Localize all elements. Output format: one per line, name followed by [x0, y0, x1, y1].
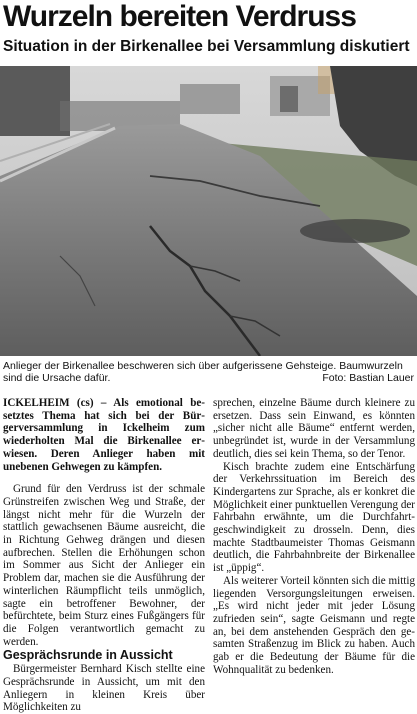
article-paragraph-4: Als weiterer Vorteil könnten sich die mittig liegenden Versorgungsleitungen erweisen. „Es wird nicht jeder mit jeder Lösung zufrieden sein“, sagte Geismann und regte an, bei dem anstehenden Gespräch den gesamten Straßenzug im Blick zu haben. Auch gab er die Bedeutung der Bäume für die Wohnqualität zu bedenken.	[213, 574, 415, 676]
article-subheading: Gesprächsrunde in Aussicht	[3, 648, 173, 663]
lead-text: Als emotional besetztes Thema hat sich bei der Bürgerversammlung in Ickelheim zum wiederholten Mal die Birkenallee erwiesen. Deren Anlieger haben mit unebenen Gehwegen zu kämpfen.	[3, 397, 205, 473]
article-paragraph-3: Kisch brachte zudem eine Entschärfung der Verkehrssituation im Bereich des Kindergartens zur Sprache, als er konkret die Möglichkeit einer punktuellen Verengung der Fahrbahn erwähnte, um die Durchfahrtgeschwindigkeit zu drosseln. Denn, dies machte Stadtbaumeister Thomas Geismann deutlich, die Fahrbahnbreite der Birkenallee ist „üppig“.	[213, 460, 415, 575]
street-photo-icon	[0, 66, 417, 356]
article-lead	[3, 397, 205, 473]
photo-caption	[3, 360, 414, 384]
article-column-left	[3, 397, 205, 714]
article-column-right	[213, 397, 415, 676]
headline: Wurzeln bereiten Verdruss	[3, 0, 356, 33]
caption-text: Anlieger der Birkenallee beschweren sich über aufgerissene Gehsteige. Baumwurzeln sind die Ursache dafür.	[3, 360, 403, 384]
article-paragraph-2: Bürgermeister Bernhard Kisch stellte eine Gesprächsrunde in Aussicht, um mit den Anliegern in kleinen Kreis über Möglichkeiten zu	[3, 663, 205, 714]
photo-credit: Foto: Bastian Lauer	[322, 372, 414, 384]
street-photo	[0, 66, 417, 356]
article-paragraph-2-continued: sprechen, einzelne Bäume durch kleinere zu ersetzen. Dass sein Einwand, es könnten „sicher nicht alle Bäume“ entfernt werden, unbegründet ist, wurde in der Versammlung deutlich, dies sei kein Thema, so der Tenor.	[213, 397, 415, 460]
dateline: ICKELHEIM (cs) –	[3, 397, 114, 409]
article-paragraph-1: Grund für den Verdruss ist der schmale Grünstreifen zwischen Weg und Straße, der längst nicht mehr für die Wurzeln der stattlich gewachsenen Bäume ausreicht, die in Richtung Gehweg drängen und diesen aufbrechen. Stellen die Erhöhungen schon im Sommer aus Sicht der Anlieger ein Problem dar, machen sie die Ausführung der winterlichen Räumpflicht teils unmöglich, sagte ein betroffener Bewohner, der befürchtete, beim Sturz eines Fußgängers für die Folgen verantwortlich gemacht zu werden.	[3, 483, 205, 648]
subheadline: Situation in der Birkenallee bei Versammlung diskutiert	[3, 38, 410, 55]
